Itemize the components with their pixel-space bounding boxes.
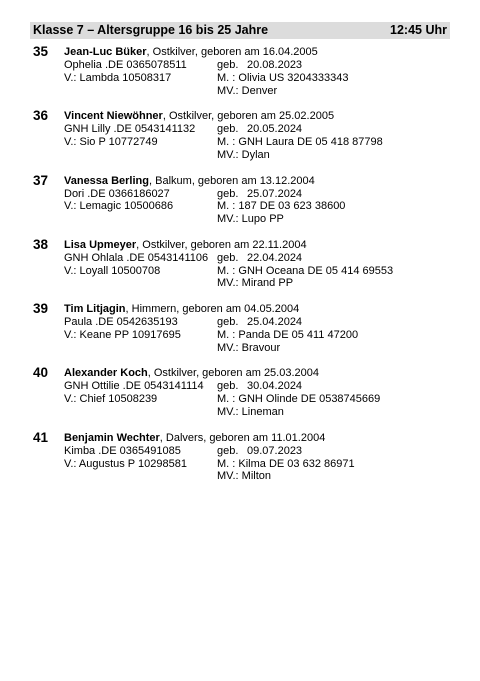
damsire-line — [217, 342, 280, 355]
rider-dob: 25.03.2004 — [263, 367, 319, 380]
dam-line — [217, 200, 345, 213]
entry — [0, 238, 480, 302]
rider-dob: 25.02.2005 — [279, 110, 335, 123]
sire-name: Chief 10508239 — [79, 393, 158, 406]
dam-label: M. : — [217, 200, 239, 213]
birth-line — [217, 188, 302, 201]
entry-number: 40 — [33, 365, 49, 381]
rider-line: Benjamin Wechter, Dalvers, geboren am 11.01.2004 — [64, 431, 326, 444]
horse-name: GNH Ottilie .DE 0543141114 — [64, 380, 204, 393]
damsire-name: Denver — [241, 84, 278, 97]
birth-line — [217, 123, 302, 136]
damsire-name: Mirand PP — [241, 277, 294, 290]
dam-line — [217, 136, 383, 149]
damsire-line — [217, 406, 284, 419]
born-label: , geboren am — [191, 174, 260, 187]
born-label: , geboren am — [203, 431, 272, 444]
dam-name: 187 DE 03 623 38600 — [238, 200, 346, 213]
damsire-label: MV.: — [217, 470, 242, 483]
damsire-line — [217, 470, 271, 483]
entry-number: 35 — [33, 44, 49, 59]
sire-label: V.: — [64, 328, 80, 341]
sire-line — [64, 329, 181, 342]
entry-number: 38 — [33, 236, 49, 252]
dam-label: M. : — [217, 457, 239, 470]
sire-label: V.: — [64, 71, 80, 84]
rider-dob: 16.04.2005 — [262, 46, 318, 58]
rider-name: Alexander Koch — [64, 367, 148, 380]
horse-name: Ophelia .DE 0365078511 — [64, 59, 187, 71]
entry-number: 36 — [33, 108, 49, 124]
dam-line — [217, 458, 355, 471]
sire-line — [64, 265, 160, 278]
dam-name: Kilma DE 03 632 86971 — [238, 457, 355, 470]
sire-label: V.: — [64, 457, 79, 470]
damsire-label: MV.: — [217, 277, 242, 290]
sire-label: V.: — [64, 393, 80, 406]
rider-line: Tim Litjagin, Himmern, geboren am 04.05.2004 — [64, 303, 300, 316]
sire-name: Keane PP 10917695 — [79, 328, 181, 341]
horse-birthdate: 20.08.2023 — [247, 59, 303, 71]
damsire-name: Dylan — [241, 148, 270, 161]
sire-name: Sio P 10772749 — [79, 136, 158, 149]
damsire-name: Milton — [241, 470, 272, 483]
rider-place: Balkum — [155, 174, 192, 187]
rider-name: Jean-Luc Büker — [64, 46, 147, 58]
rider-line: Alexander Koch, Ostkilver, geboren am 25.03.2004 — [64, 367, 319, 380]
rider-place: Ostkilver — [153, 367, 197, 380]
entry — [0, 109, 480, 173]
damsire-line — [217, 85, 277, 98]
rider-dob: 13.12.2004 — [259, 174, 315, 187]
birth-line — [217, 252, 302, 265]
horse-name: GNH Ohlala .DE 0543141106 — [64, 251, 209, 264]
damsire-label: MV.: — [217, 406, 242, 419]
horse-birthdate: 09.07.2023 — [247, 444, 303, 457]
sire-name: Lambda 10508317 — [79, 71, 172, 84]
damsire-line — [217, 149, 270, 162]
horse-birthdate: 25.07.2024 — [247, 187, 303, 200]
sire-name: Lemagic 10500686 — [79, 200, 174, 213]
birth-line — [217, 316, 302, 329]
rider-name: Tim Litjagin — [64, 303, 126, 316]
geb-label: geb. — [217, 187, 239, 200]
class-time: 12:45 Uhr — [390, 23, 447, 37]
damsire-name: Lineman — [241, 406, 284, 419]
rider-name: Vanessa Berling — [64, 174, 149, 187]
damsire-label: MV.: — [217, 341, 242, 354]
horse-birthdate: 20.05.2024 — [247, 123, 303, 136]
entry-number: 37 — [33, 172, 49, 188]
born-label: , geboren am — [184, 238, 253, 251]
class-header — [30, 22, 450, 39]
sire-label: V.: — [64, 136, 80, 149]
class-title: Klasse 7 – Altersgruppe 16 bis 25 Jahre — [33, 23, 269, 37]
dam-label: M. : — [217, 393, 239, 406]
dam-label: M. : — [217, 328, 239, 341]
entry — [0, 366, 480, 430]
entry — [0, 45, 480, 109]
rider-line: Jean-Luc Büker, Ostkilver, geboren am 16.04.2005 — [64, 46, 318, 58]
rider-dob: 04.05.2004 — [244, 303, 300, 316]
horse-name: GNH Lilly .DE 0543141132 — [64, 123, 196, 136]
rider-place: Himmern — [131, 303, 177, 316]
dam-line — [217, 329, 358, 342]
damsire-label: MV.: — [217, 84, 242, 97]
damsire-name: Bravour — [241, 341, 281, 354]
rider-line: Vanessa Berling, Balkum, geboren am 13.12.2004 — [64, 174, 315, 187]
birth-line — [217, 445, 302, 458]
geb-label: geb. — [217, 251, 239, 264]
sire-label: V.: — [64, 264, 80, 277]
sire-name: Loyall 10500708 — [79, 264, 161, 277]
born-label: , geboren am — [176, 303, 245, 316]
rider-place: Ostkilver — [168, 110, 212, 123]
sire-name: Augustus P 10298581 — [78, 457, 187, 470]
rider-place: Dalvers — [165, 431, 204, 444]
rider-place: Ostkilver — [142, 238, 185, 251]
born-label: , geboren am — [196, 367, 264, 380]
horse-name: Paula .DE 0542635193 — [64, 316, 178, 329]
horse-birthdate: 22.04.2024 — [247, 251, 303, 264]
rider-dob: 22.11.2004 — [252, 238, 307, 251]
born-label: , geboren am — [194, 46, 263, 58]
rider-name: Benjamin Wechter — [64, 431, 160, 444]
geb-label: geb. — [217, 380, 239, 393]
entry — [0, 302, 480, 366]
damsire-line — [217, 277, 293, 290]
damsire-name: Lupo PP — [241, 213, 284, 226]
rider-line: Vincent Niewöhner, Ostkilver, geboren am 25.02.2005 — [64, 110, 335, 123]
born-label: , geboren am — [211, 110, 280, 123]
sire-line — [64, 72, 171, 85]
dam-line — [217, 265, 393, 278]
sire-line — [64, 458, 187, 471]
entry-list — [0, 45, 480, 495]
dam-name: GNH Oceana DE 05 414 69553 — [238, 264, 394, 277]
dam-name: Panda DE 05 411 47200 — [238, 328, 359, 341]
horse-birthdate: 25.04.2024 — [247, 316, 303, 329]
rider-name: Lisa Upmeyer — [64, 238, 137, 251]
geb-label: geb. — [217, 444, 239, 457]
horse-name: Dori .DE 0366186027 — [64, 187, 170, 200]
rider-name: Vincent Niewöhner — [64, 110, 163, 123]
rider-dob: 11.01.2004 — [271, 431, 326, 444]
damsire-label: MV.: — [217, 148, 242, 161]
entry-number: 41 — [33, 429, 49, 445]
sire-line — [64, 200, 173, 213]
dam-name: GNH Laura DE 05 418 87798 — [238, 136, 383, 149]
rider-place: Ostkilver — [152, 46, 195, 58]
sire-line — [64, 136, 158, 149]
damsire-label: MV.: — [217, 213, 242, 226]
dam-line — [217, 393, 380, 406]
dam-label: M. : — [217, 264, 239, 277]
birth-line — [217, 59, 302, 72]
dam-name: GNH Olinde DE 0538745669 — [238, 393, 381, 406]
entry — [0, 431, 480, 495]
damsire-line — [217, 213, 284, 226]
dam-line — [217, 72, 348, 85]
horse-birthdate: 30.04.2024 — [247, 380, 303, 393]
sire-label: V.: — [64, 200, 80, 213]
geb-label: geb. — [217, 123, 239, 136]
dam-label: M. : — [217, 136, 239, 149]
sire-line — [64, 393, 157, 406]
rider-line: Lisa Upmeyer, Ostkilver, geboren am 22.11.2004 — [64, 238, 307, 251]
geb-label: geb. — [217, 316, 239, 329]
dam-label: M. : — [217, 71, 239, 84]
horse-name: Kimba .DE 0365491085 — [64, 444, 181, 457]
birth-line — [217, 380, 302, 393]
entry — [0, 174, 480, 238]
geb-label: geb. — [217, 59, 239, 71]
entry-number: 39 — [33, 301, 49, 317]
dam-name: Olivia US 3204333343 — [238, 71, 349, 84]
